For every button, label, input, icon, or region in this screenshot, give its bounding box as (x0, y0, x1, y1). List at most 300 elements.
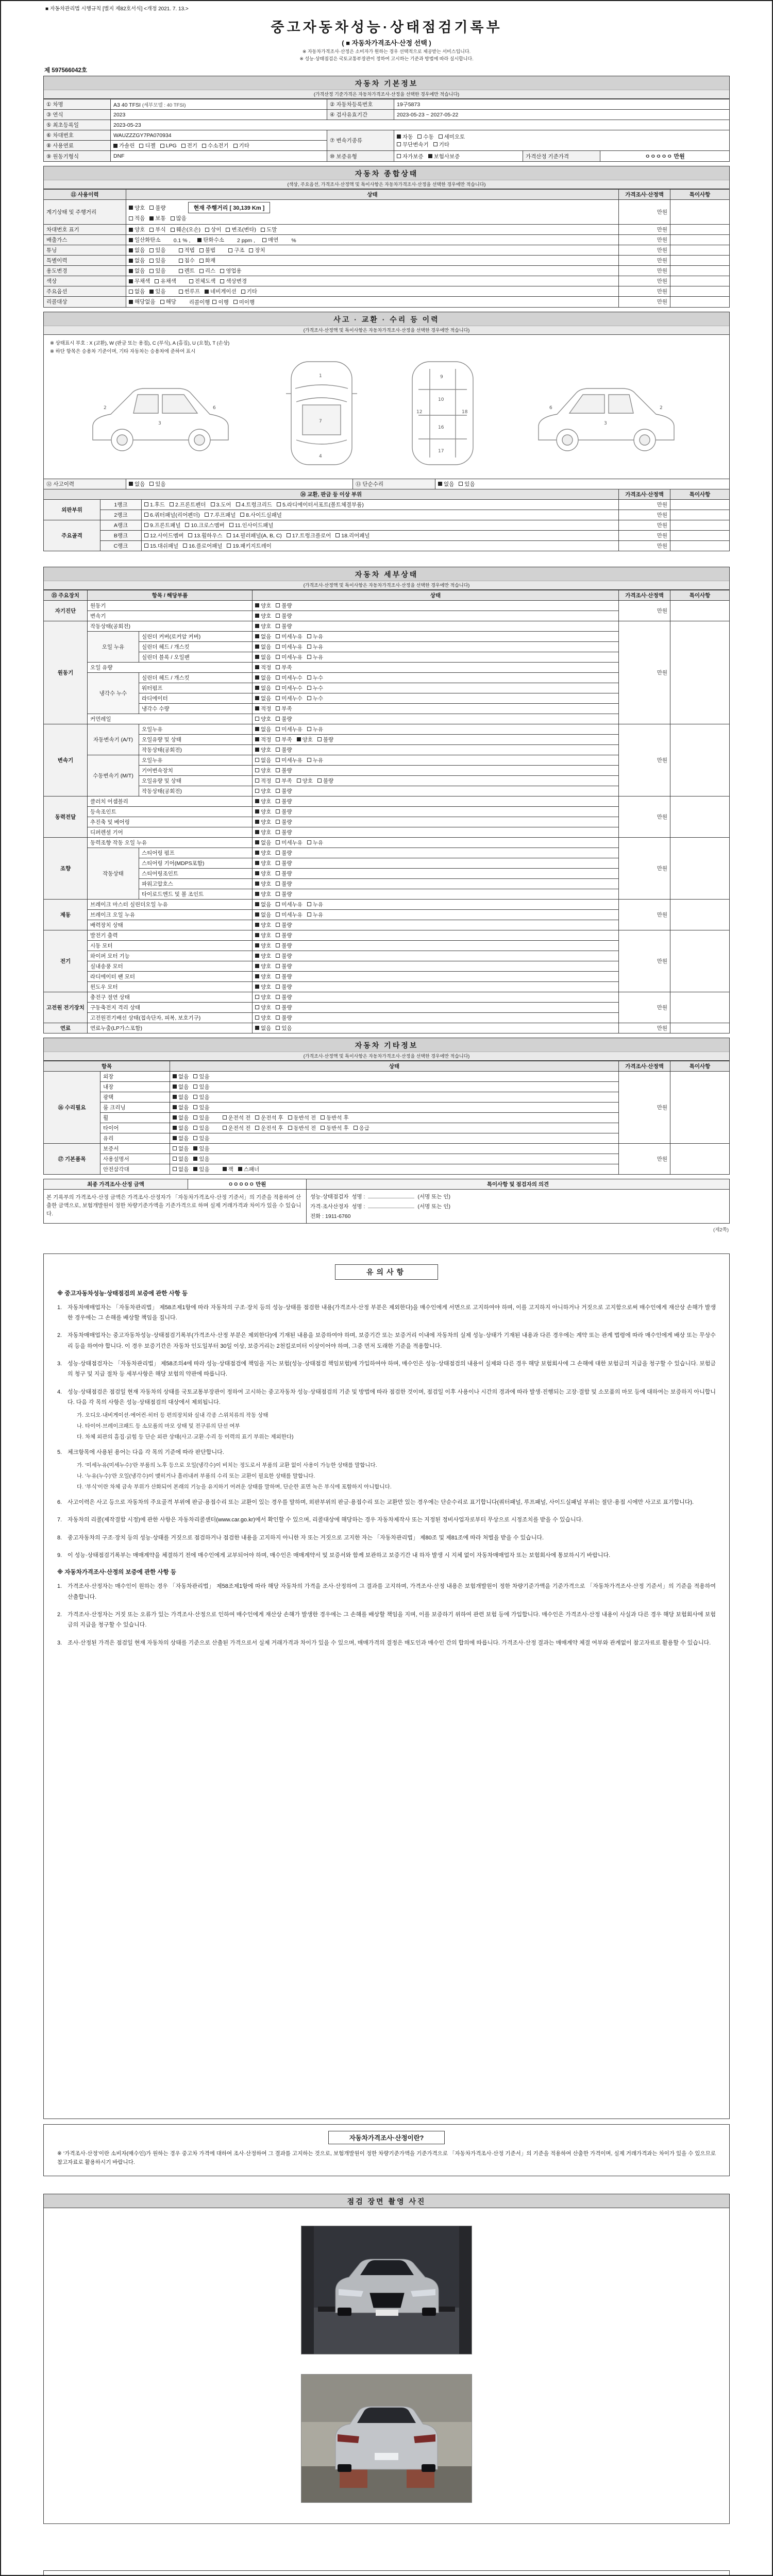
svg-text:16: 16 (438, 425, 444, 430)
checkbox-option (160, 143, 177, 149)
option-group (173, 1114, 214, 1122)
rank-group: 외판부위 (44, 499, 100, 520)
notice-item-text: 중고자동차의 구조·장치 등의 성능·상태를 거짓으로 점검하거나 점검한 내용을 고지하지 아니한 자 또는 거짓으로 고지한 자는 「자동차관리법」 제80조 및 제81조에 따라 처벌을 받을 수 있습니다. (68, 1534, 544, 1541)
checkbox-option (255, 962, 271, 970)
definition-title: 자동차가격조사·산정이란? (328, 2131, 445, 2144)
checkbox-option (255, 664, 271, 671)
checkbox-icon (249, 248, 253, 252)
checkbox-label: 없음 (261, 654, 272, 660)
checkbox-label: 양호 (261, 973, 272, 980)
checkbox-icon (255, 778, 259, 783)
overall-row (44, 266, 730, 276)
checkbox-option (276, 736, 292, 743)
checkbox-checked-icon (255, 614, 259, 618)
notice-item-number: 2. (57, 1612, 62, 1618)
option-group (255, 777, 338, 785)
row-label: 계기상태 및 주행거리 (44, 200, 126, 225)
checkbox-label: 동반석 후 (326, 1114, 349, 1121)
option-group (255, 973, 297, 980)
rank-name: 2랭크 (100, 510, 142, 520)
checkbox-option (276, 890, 292, 898)
checkbox-option (193, 1134, 209, 1142)
rank-row (44, 530, 730, 540)
checkbox-label: 부족 (281, 664, 292, 671)
checkbox-icon (276, 923, 280, 927)
rank-parts (142, 540, 619, 551)
checkbox-label: 미세누수 (281, 695, 303, 702)
section-etc-info (43, 1038, 730, 1175)
notice-item-text: 성능·상태점검은 점검일 현재 자동차의 상태를 국토교통부장관이 정하여 고시하는 중고자동차 성능·상태점검의 기준 및 방법에 따라 점검한 것이며, 점검일 이후 사용이나 시간의 경과에 따라 발생·진행되는 고장·결함 및 소모품의 마모 등에 대하여는 보증하지 아니합니다. 다음 각 목의 사항은 성능·상태점검의 대상에서 제외됩니다. (68, 1388, 716, 1405)
checkbox-checked-icon (238, 1167, 242, 1171)
checkbox-label: 없음 (178, 1125, 189, 1131)
section-title: 점검 장면 촬영 사진 (347, 2197, 426, 2206)
checkbox-checked-icon (428, 154, 432, 158)
checkbox-icon (397, 154, 401, 158)
price-cell: 만원 (619, 297, 670, 308)
checkbox-icon (276, 882, 280, 886)
price-cell: 만원 (619, 621, 670, 724)
device-item: 워터펌프 (139, 683, 253, 693)
diagram-note: ※ 하단 항목은 승용차 기준이며, 기타 자동차는 승용차에 준하여 표시 (50, 348, 196, 354)
checkbox-label: 네비게이션 (210, 289, 237, 295)
checkbox-icon (276, 912, 280, 917)
inspector-signature-line: 성능·상태점검자 성명 : (서명 또는 인) (310, 1193, 451, 1200)
option-group (228, 246, 270, 254)
etc-item: 유리 (100, 1133, 170, 1143)
checkbox-label: 디젤 (145, 143, 156, 149)
mileage-range-line (129, 214, 616, 222)
checkbox-icon (179, 290, 183, 294)
signature-blank (368, 1193, 414, 1198)
checkbox-option (255, 612, 271, 620)
checkbox-icon (276, 675, 280, 680)
checkbox-icon (233, 300, 238, 304)
checkbox-option (397, 152, 424, 160)
checkbox-label: 불량 (281, 922, 292, 928)
checkbox-label: 5.라디에이터서포트(볼트체결부품) (282, 501, 364, 508)
checkbox-option (173, 1124, 189, 1132)
checkbox-option (277, 501, 364, 509)
row-status (170, 1081, 619, 1092)
checkbox-checked-icon (255, 809, 259, 814)
checkbox-icon (288, 1126, 292, 1130)
checkbox-icon (276, 985, 280, 989)
checkbox-label: 없음 (135, 268, 145, 274)
checkbox-checked-icon (255, 851, 259, 855)
checkbox-icon (181, 144, 186, 148)
checkbox-option (276, 746, 292, 754)
checkbox-label: 없음 (178, 1135, 189, 1142)
checkbox-option (276, 767, 292, 774)
row-label: 용도변경 (44, 266, 126, 276)
notices-title: 유의사항 (335, 1264, 438, 1280)
checkbox-label: 없음 (178, 1156, 189, 1162)
checkbox-label: 불량 (281, 953, 292, 959)
checkbox-label: 8.사이드실패널 (246, 512, 282, 518)
checkbox-label: 도말 (266, 227, 277, 233)
checkbox-icon (276, 995, 280, 999)
note-cell (670, 796, 730, 837)
checkbox-label: 누유 (312, 654, 324, 660)
row-status (126, 276, 619, 286)
note-cell (670, 256, 730, 266)
checkbox-option (317, 736, 333, 743)
checkbox-icon (255, 768, 259, 772)
device-item: 윈도우 모터 (88, 981, 253, 992)
checkbox-icon (205, 513, 209, 517)
overall-row (44, 225, 730, 235)
device-item: 충전구 절연 상태 (88, 992, 253, 1002)
checkbox-option (276, 839, 303, 846)
checkbox-label: 불량 (323, 777, 334, 784)
option-group (173, 1093, 214, 1101)
checkbox-label: 7.루프패널 (210, 512, 236, 518)
row-status (170, 1143, 619, 1154)
checkbox-icon (276, 665, 280, 669)
checkbox-label: 누수 (312, 695, 324, 702)
checkbox-option (193, 1104, 209, 1111)
price-cell: 만원 (619, 1023, 670, 1033)
checkbox-icon (307, 645, 311, 649)
checkbox-icon (144, 523, 148, 527)
detail-row (44, 837, 730, 848)
option-group (255, 756, 328, 764)
table-header-row (44, 489, 730, 499)
checkbox-label: 양호 (302, 736, 313, 743)
checkbox-label: 있음 (199, 1114, 210, 1121)
checkbox-option (193, 1165, 209, 1173)
rank-name: B랭크 (100, 530, 142, 540)
notice-item (57, 1581, 716, 1602)
checkbox-option (193, 1073, 209, 1080)
checkbox-label: 적정 (261, 705, 272, 712)
etc-group: ⑯ 수리필요 (44, 1071, 100, 1143)
checkbox-option (205, 287, 237, 295)
price-cell: 만원 (619, 256, 670, 266)
option-group (255, 952, 297, 960)
checkbox-icon (307, 840, 311, 844)
checkbox-option (255, 921, 271, 929)
document-number: 제 597566042호 (44, 67, 87, 74)
checkbox-label: 전체도색 (194, 278, 216, 284)
price-cell: 만원 (619, 510, 670, 520)
field-label: ② 자동차등록번호 (327, 99, 394, 110)
section-photos (43, 2194, 730, 2524)
detail-row (44, 724, 730, 734)
price-cell: 만원 (619, 266, 670, 276)
checkbox-option (397, 141, 429, 148)
section-note: (색상, 주요옵션, 가격조사·산정액 및 특이사항은 자동차가격조사·산정을 선택한 경우에만 적습니다) (44, 180, 729, 189)
checkbox-label: 무채색 (135, 278, 150, 284)
note-cell (670, 235, 730, 245)
section-accident-history (43, 312, 730, 551)
checkbox-icon (236, 502, 240, 506)
checkbox-checked-icon (129, 259, 133, 263)
checkbox-label: 잭 (228, 1166, 233, 1173)
status-value: 2 ppm , (237, 237, 256, 244)
checkbox-label: 미세누유 (281, 901, 303, 908)
signature-box (43, 2570, 730, 2576)
option-group (255, 962, 297, 970)
checkbox-checked-icon (397, 134, 401, 139)
checkbox-option (173, 1073, 189, 1080)
checkbox-label: 수소전기 (208, 143, 229, 149)
simple-repair-label: ⑬ 단순수리 (353, 479, 435, 489)
checkbox-label: 부족 (281, 736, 292, 743)
device-item: 원동기 (88, 600, 253, 611)
checkbox-label: 없음 (261, 685, 272, 691)
svg-text:1: 1 (319, 373, 322, 379)
checkbox-label: 렌트 (184, 268, 195, 274)
checkbox-option (307, 674, 323, 682)
checkbox-label: 화재 (205, 258, 216, 264)
checkbox-option (233, 142, 249, 149)
checkbox-label: 없음 (261, 757, 272, 764)
row-status (253, 693, 619, 703)
option-group (255, 684, 328, 692)
option-group (173, 1165, 214, 1173)
examiner-opinion-label: 특이사항 및 점검자의 의견 (307, 1179, 730, 1189)
checkbox-label: 양호 (261, 613, 272, 619)
col-status: 상태 (170, 1061, 619, 1071)
row-status (253, 703, 619, 714)
detail-condition-table (43, 590, 730, 1033)
price-cell: 만원 (619, 724, 670, 796)
checkbox-label: 불량 (281, 860, 292, 867)
device-item: 등속조인트 (88, 806, 253, 817)
option-group (262, 236, 283, 244)
checkbox-checked-icon (173, 1115, 177, 1120)
option-group (255, 921, 297, 929)
checkbox-option (255, 839, 271, 846)
option-group (129, 226, 281, 233)
table-row (44, 1179, 730, 1189)
transmission-options-line1 (397, 133, 727, 141)
checkbox-label: 양호 (261, 984, 272, 990)
checkbox-icon (335, 533, 340, 537)
checkbox-icon (211, 502, 215, 506)
checkbox-label: 있음 (199, 1145, 210, 1152)
option-group (179, 287, 262, 295)
note-cell (670, 510, 730, 520)
option-group (173, 1104, 214, 1111)
checkbox-label: 보험사보증 (433, 153, 460, 160)
checkbox-option (149, 257, 165, 264)
device-subgroup: 냉각수 누수 (88, 672, 139, 714)
checkbox-checked-icon (129, 269, 133, 273)
overall-row (44, 256, 730, 266)
option-group (129, 246, 171, 254)
checkbox-checked-icon (255, 902, 259, 906)
checkbox-option (149, 226, 165, 233)
svg-text:2: 2 (660, 405, 663, 411)
checkbox-option (129, 277, 150, 285)
section-basic-info (43, 76, 730, 162)
checkbox-label: 있음 (281, 1025, 292, 1031)
row-status (253, 724, 619, 734)
checkbox-option (199, 246, 215, 254)
checkbox-label: 없음 (178, 1073, 189, 1080)
checkbox-label: 없음 (135, 247, 145, 253)
row-status (253, 961, 619, 971)
row-label: 배출가스 (44, 235, 126, 245)
checkbox-option (255, 880, 271, 888)
section-header-basic (43, 76, 730, 99)
price-cell: 만원 (619, 930, 670, 992)
checkbox-icon (193, 1095, 197, 1099)
overall-row (44, 200, 730, 225)
row-status (253, 611, 619, 621)
device-item: 기어변속장치 (139, 765, 253, 775)
checkbox-label: 장치 (255, 247, 265, 253)
checkbox-label: 불량 (281, 808, 292, 815)
row-status (253, 1002, 619, 1012)
rank-row (44, 540, 730, 551)
notice-section-heading: ※ 중고자동차성능·상태점검의 보증에 관한 사항 등 (57, 1290, 188, 1297)
notice-item-text: 체크항목에 사용된 용어는 다음 각 목의 기준에 따라 판단합니다. (68, 1449, 224, 1455)
checkbox-option (276, 942, 292, 950)
checkbox-option (223, 1114, 251, 1122)
note-cell (670, 621, 730, 724)
checkbox-icon (129, 216, 133, 221)
row-status (253, 858, 619, 868)
checkbox-label: 미세누유 (281, 726, 303, 733)
checkbox-option (241, 287, 257, 295)
detail-row (44, 796, 730, 806)
checkbox-option (255, 653, 271, 661)
checkbox-option (255, 942, 271, 950)
field-label: ③ 연식 (44, 110, 111, 120)
checkbox-icon (144, 502, 148, 506)
checkbox-checked-icon (255, 696, 259, 700)
checkbox-icon (317, 737, 322, 741)
checkbox-checked-icon (255, 820, 259, 824)
checkbox-option (276, 664, 292, 671)
checkbox-label: 세미오토 (444, 133, 465, 140)
notice-item-number: 3. (57, 1639, 62, 1646)
accident-history-options (126, 479, 353, 489)
checkbox-option (438, 480, 454, 488)
checkbox-label: 있음 (199, 1073, 210, 1080)
checkbox-icon (417, 134, 422, 139)
checkbox-icon (276, 706, 280, 710)
checkbox-option (255, 643, 271, 651)
checkbox-icon (220, 279, 224, 283)
checkbox-option (255, 901, 271, 908)
notice-item (57, 1330, 716, 1351)
row-status (253, 817, 619, 827)
checkbox-checked-icon (255, 923, 259, 927)
checkbox-label: 미세누유 (281, 911, 303, 918)
option-group (255, 612, 297, 620)
checkbox-label: 구조 (234, 247, 245, 253)
checkbox-option (276, 973, 292, 980)
checkbox-label: 불량 (281, 942, 292, 949)
checkbox-icon (149, 248, 154, 252)
checkbox-icon (276, 634, 280, 638)
device-group: 고전원 전기장치 (44, 992, 88, 1023)
device-item: 커먼레일 (88, 714, 253, 724)
table-row (44, 151, 730, 162)
note-cell (670, 1143, 730, 1174)
checkbox-option (129, 257, 145, 264)
checkbox-option (276, 1004, 292, 1011)
notice-item-text: 이 성능·상태점검기록부는 매매계약을 체결하기 전에 매수인에게 교부되어야 하며, 매수인은 매매계약서 및 보증서와 함께 보관하고 보증기간 내 하자 발생 시 지체 없이 자동차매매업자 또는 보험회사에 통보하시기 바랍니다. (68, 1552, 611, 1558)
checkbox-option (129, 287, 145, 295)
device-item: 오일누유 (139, 755, 253, 765)
checkbox-option (276, 633, 303, 640)
checkbox-option (255, 952, 271, 960)
option-group (255, 808, 297, 816)
status-value: % (291, 237, 296, 244)
checkbox-icon (199, 269, 204, 273)
checkbox-label: 없음 (261, 901, 272, 908)
section-header-photos (44, 2194, 729, 2208)
row-status (253, 878, 619, 889)
checkbox-icon (276, 748, 280, 752)
checkbox-option (276, 993, 292, 1001)
checkbox-option (211, 501, 231, 509)
checkbox-checked-icon (193, 1167, 197, 1171)
checkbox-option (255, 828, 271, 836)
checkbox-label: 없음 (261, 911, 272, 918)
option-group (255, 715, 297, 723)
checkbox-option (276, 859, 292, 867)
table-header-row (44, 1061, 730, 1071)
checkbox-icon (276, 1005, 280, 1009)
checkbox-option (255, 715, 271, 723)
checkbox-option (144, 542, 178, 550)
checkbox-checked-icon (255, 706, 259, 710)
checkbox-label: 불량 (281, 623, 292, 630)
checkbox-option (160, 298, 176, 306)
checkbox-label: 일산화탄소 (135, 237, 161, 243)
checkbox-icon (397, 142, 401, 146)
option-group (255, 993, 297, 1001)
checkbox-icon (276, 820, 280, 824)
option-group (255, 622, 297, 630)
price-cell: 만원 (619, 200, 670, 225)
checkbox-icon (170, 502, 174, 506)
checkbox-option (149, 287, 165, 295)
checkbox-icon (276, 1015, 280, 1020)
notice-item-number: 2. (57, 1332, 62, 1339)
checkbox-label: 양호 (261, 716, 272, 722)
checkbox-option (255, 633, 271, 640)
checkbox-label: 없음 (261, 1025, 272, 1031)
checkbox-label: 없음 (178, 1083, 189, 1090)
checkbox-label: 적음 (135, 215, 145, 222)
field-label: ⑨ 원동기형식 (44, 151, 111, 162)
checkbox-icon (193, 1105, 197, 1109)
device-item: 변속기 (88, 611, 253, 621)
note-cell (670, 245, 730, 256)
row-status (253, 992, 619, 1002)
checkbox-label: 있음 (155, 268, 166, 274)
checkbox-label: 미세누유 (281, 633, 303, 640)
checkbox-option (255, 1014, 271, 1022)
option-group (223, 1165, 264, 1173)
checkbox-label: 영업용 (226, 268, 242, 274)
checkbox-option (255, 808, 271, 816)
option-group (255, 1024, 297, 1032)
checkbox-label: 양호 (261, 767, 272, 774)
checkbox-label: 11.인사이드패널 (234, 522, 274, 529)
checkbox-checked-icon (255, 912, 259, 917)
device-item: 시동 모터 (88, 940, 253, 951)
note-cell (670, 899, 730, 930)
row-status (253, 909, 619, 920)
